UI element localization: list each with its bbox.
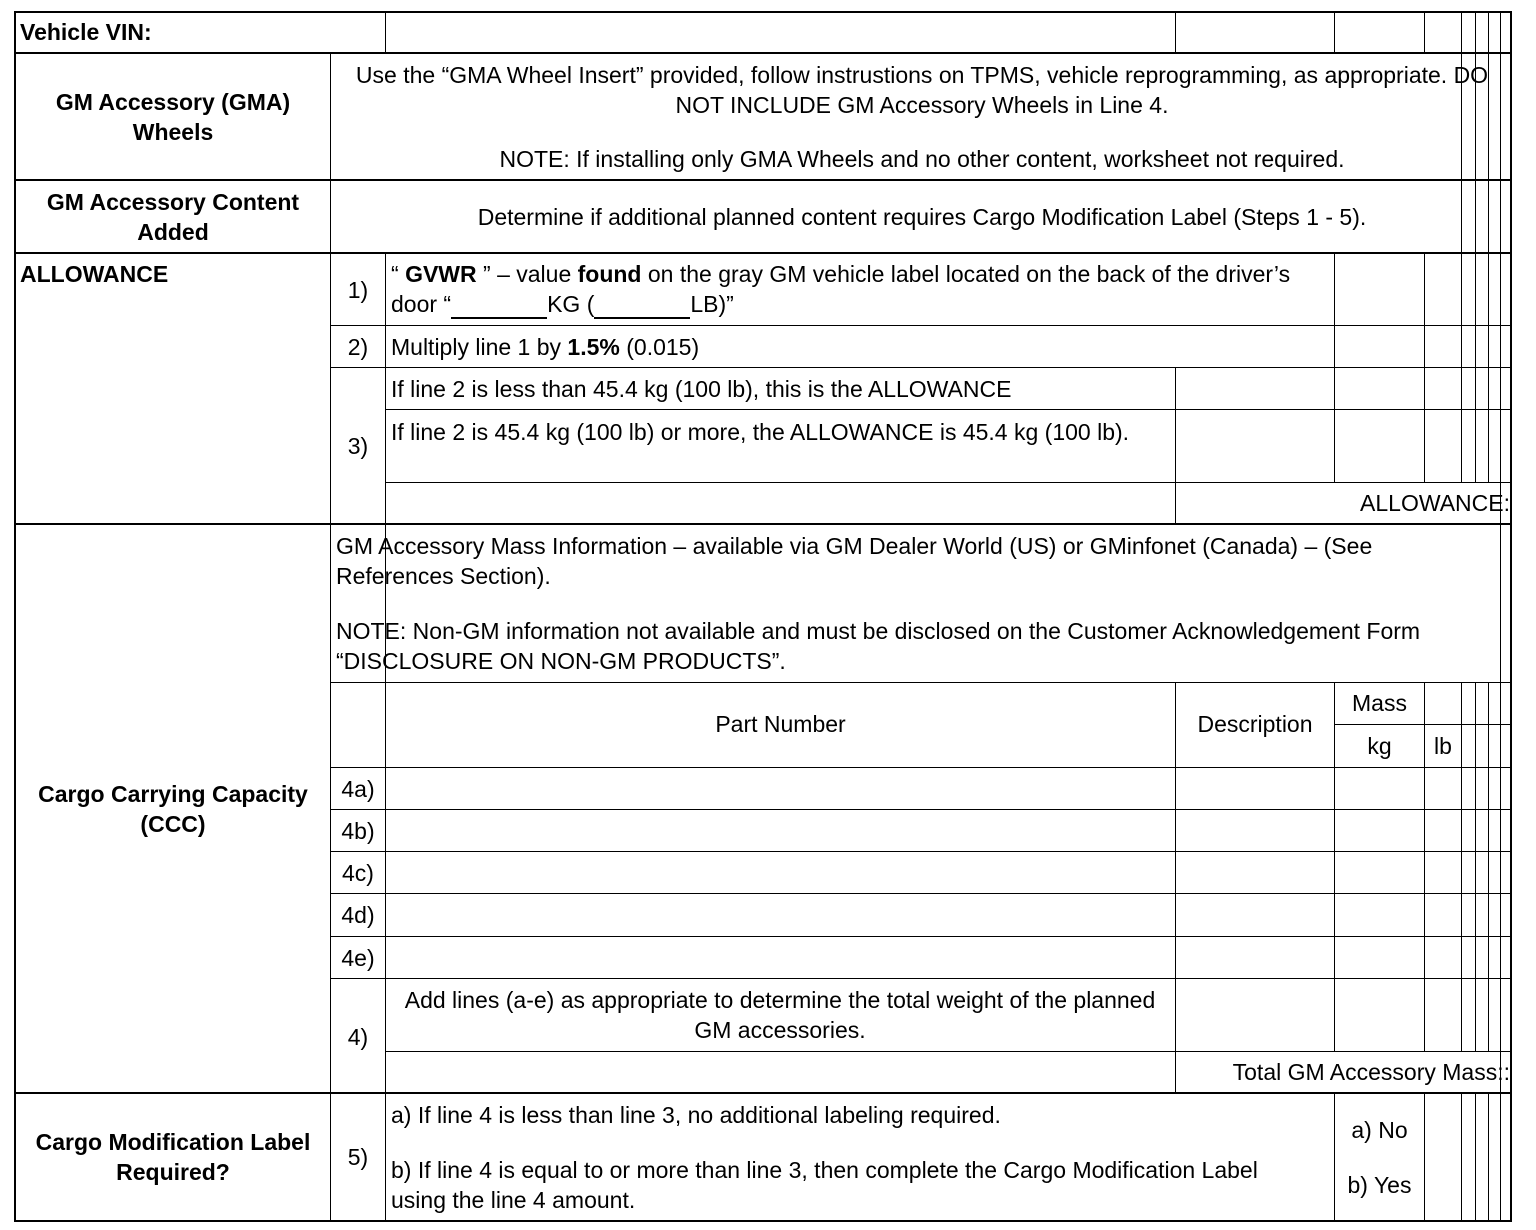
option-b-text: b) If line 4 is equal to or more than line 3, then complete the Cargo Modification Label using the line 4 amount. [391,1157,1265,1213]
answer-yes[interactable]: b) Yes [1347,1172,1412,1198]
gma-wheels-label: GM Accessory (GMA) Wheels [55,89,297,145]
content-added-label: GM Accessory Content Added [46,189,305,245]
ccc-mass-info: GM Accessory Mass Information – available via GM Dealer World (US) or GMinfonet (Canada) – (See References Section). [336,533,1379,589]
lb-blank[interactable] [594,297,690,319]
allowance-label: ALLOWANCE [20,261,169,287]
step-3a-text: If line 2 is less than 45.4 kg (100 lb), this is the ALLOWANCE [391,376,1012,402]
column-header-lb: lb [1434,733,1452,759]
table-row-number: 4b) [341,818,375,844]
total-accessory-mass-label: Total GM Accessory Mass:: [1232,1059,1510,1085]
ccc-label: Cargo Carrying Capacity (CCC) [38,781,315,837]
answer-no[interactable]: a) No [1351,1117,1408,1143]
ccc-note: NOTE: Non-GM information not available and must be disclosed on the Customer Acknowledgement Form “DISCLOSURE ON NON-GM PRODUCTS”. [336,618,1427,674]
vehicle-vin-field[interactable] [387,13,1174,51]
step-1-number: 1) [347,277,369,303]
cargo-label-question: Cargo Modification Label Required? [35,1129,317,1185]
step-4-number: 4) [347,1024,369,1050]
step-2-number: 2) [347,334,369,360]
step-2-text: Multiply line 1 by 1.5% (0.015) [391,334,700,360]
column-header-part-number: Part Number [715,711,846,737]
gma-wheels-instruction: Use the “GMA Wheel Insert” provided, follow instrustions on TPMS, vehicle reprogramming, as appropriate. DO NOT INCLUDE GM Accessory Wheels in Line 4. [355,62,1495,118]
step-3-number: 3) [347,433,369,459]
gvwr-term: GVWR [405,261,477,287]
column-header-mass: Mass [1352,690,1407,716]
content-added-instruction: Determine if additional planned content requires Cargo Modification Label (Steps 1 - 5). [477,204,1367,230]
column-header-kg: kg [1367,733,1392,759]
part-number-input[interactable] [387,769,1174,808]
step-3b-text: If line 2 is 45.4 kg (100 lb) or more, the ALLOWANCE is 45.4 kg (100 lb). [391,419,1130,445]
part-number-input[interactable] [387,811,1174,850]
option-a-text: a) If line 4 is less than line 3, no additional labeling required. [391,1102,1001,1128]
part-number-input[interactable] [387,853,1174,892]
table-row-number: 4e) [341,945,375,971]
column-header-description: Description [1197,711,1313,737]
step-5-number: 5) [347,1144,369,1170]
vehicle-vin-label: Vehicle VIN: [20,19,152,45]
allowance-result-label: ALLOWANCE: [1360,490,1510,516]
table-row-number: 4d) [341,902,375,928]
table-row-number: 4c) [342,860,374,886]
table-row-number: 4a) [341,776,375,802]
step-1-text: “ GVWR ” – value found on the gray GM vehicle label located on the back of the driver’s door “ KG ( LB)” [391,261,1297,317]
gma-wheels-note: NOTE: If installing only GMA Wheels and no other content, worksheet not required. [499,146,1345,172]
part-number-input[interactable] [387,895,1174,935]
part-number-input[interactable] [387,938,1174,977]
kg-blank[interactable] [451,297,547,319]
step-4-text: Add lines (a-e) as appropriate to determine the total weight of the planned GM accessories. [404,987,1162,1043]
